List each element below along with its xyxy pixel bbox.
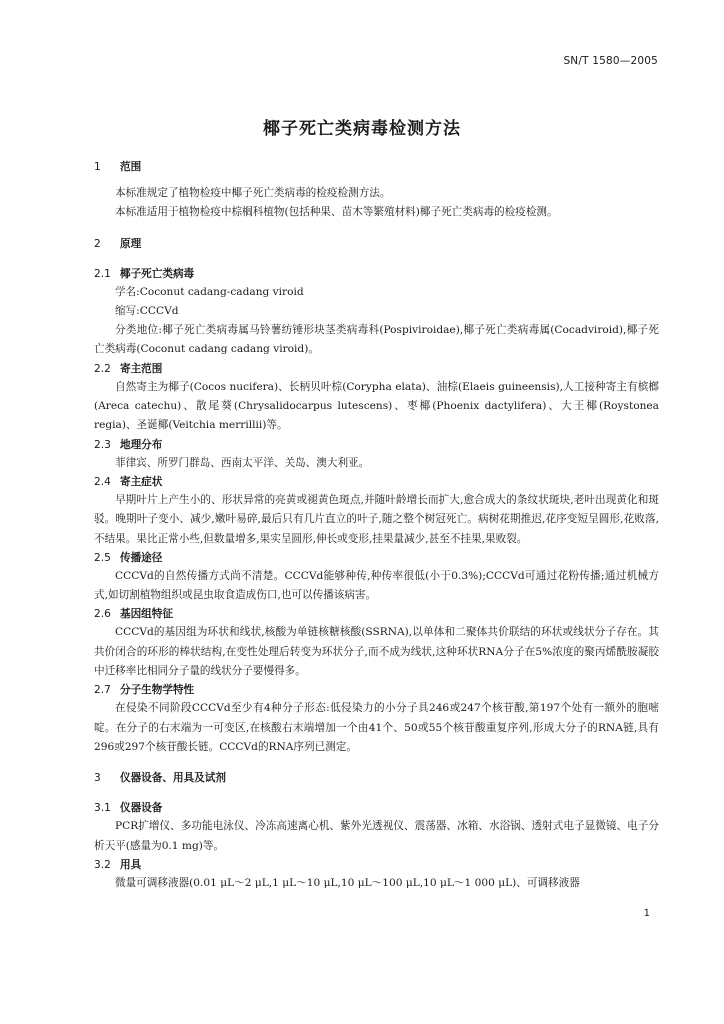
subsection-heading-2-5 xyxy=(94,549,659,567)
standard-code: SN/T 1580—2005 xyxy=(563,55,658,67)
subsection-heading-2-3 xyxy=(94,436,659,454)
section-title: 分子生物学特性 xyxy=(120,684,195,697)
paragraph: 自然寄主为椰子(Cocos nucifera)、长柄贝叶棕(Corypha elata)、油棕(Elaeis guineensis),人工接种寄主有槟榔(Areca catechu)、散尾葵(Chrysalidocarpus lutescens)、枣椰(Phoenix dactylifera)、大王椰(Roystonea regia)、圣诞椰(Veitchia merrillii)等。 xyxy=(94,380,659,432)
section-number: 1 xyxy=(94,161,101,173)
section-title: 仪器设备 xyxy=(120,802,163,815)
section-number: 3 xyxy=(94,772,101,785)
section-title: 原理 xyxy=(120,237,142,250)
paragraph: 早期叶片上产生小的、形状异常的亮黄或褪黄色斑点,并随叶龄增长而扩大,愈合成大的条纹状斑块,老叶出现黄化和斑驳。晚期叶子变小、减少,嫩叶易碎,最后只有几片直立的叶子,随之整个树冠死亡。病树花期推迟,花序变短呈圆形,花败落,不结果。果比正常小些,但数量增多,果实呈圆形,伸长或变形,挂果量减少,甚至不挂果,果败裂。 xyxy=(94,493,659,545)
subsection-heading-2-7 xyxy=(94,681,659,699)
page-number: 1 xyxy=(643,908,650,919)
paragraph: PCR扩增仪、多功能电泳仪、冷冻高速离心机、紫外光透视仪、震荡器、冰箱、水浴锅、透射式电子显微镜、电子分析天平(感量为0.1 mg)等。 xyxy=(94,820,659,852)
paragraph: 分类地位:椰子死亡类病毒属马铃薯纺锤形块茎类病毒科(Pospiviroidae),椰子死亡类病毒属(Cocadviroid),椰子死亡类病毒(Coconut cadang cadang viroid)。 xyxy=(94,324,659,356)
section-title: 基因组特征 xyxy=(120,608,173,621)
subsection-heading-2-1 xyxy=(94,265,659,283)
section-title: 仪器设备、用具及试剂 xyxy=(120,772,226,785)
document-body xyxy=(94,158,659,893)
section-title: 范围 xyxy=(120,161,142,173)
page-title: 椰子死亡类病毒检测方法 xyxy=(263,119,461,139)
subsection-heading-3-1 xyxy=(94,799,659,817)
paragraph: 本标准适用于植物检疫中棕榈科植物(包括种果、苗木等繁殖材料)椰子死亡类病毒的检疫检测。 xyxy=(115,206,558,219)
paragraph: 微量可调移液器(0.01 μL～2 μL,1 μL～10 μL,10 μL～100 μL,10 μL～1 000 μL)、可调移液器 xyxy=(115,876,580,889)
section-number: 2.6 xyxy=(94,608,111,621)
subsection-heading-2-2 xyxy=(94,360,659,378)
section-title: 寄主范围 xyxy=(120,362,163,375)
section-title: 寄主症状 xyxy=(120,475,163,488)
paragraph: 本标准规定了植物检疫中椰子死亡类病毒的检疫检测方法。 xyxy=(115,187,391,199)
section-number: 2 xyxy=(94,237,101,250)
paragraph: 菲律宾、所罗门群岛、西南太平洋、关岛、澳大利亚。 xyxy=(115,456,370,469)
section-heading-1 xyxy=(94,158,659,176)
section-number: 2.4 xyxy=(94,475,111,488)
section-number: 2.7 xyxy=(94,684,111,697)
paragraph: CCCVd的自然传播方式尚不清楚。CCCVd能够种传,种传率很低(小于0.3%);CCCVd可通过花粉传播;通过机械方式,如切割植物组织或昆虫取食造成伤口,也可以传播该病害。 xyxy=(94,569,659,602)
section-heading-3 xyxy=(94,769,659,787)
section-title: 用具 xyxy=(120,858,142,871)
subsection-heading-2-4 xyxy=(94,473,659,491)
subsection-heading-2-6 xyxy=(94,605,659,623)
section-title: 椰子死亡类病毒 xyxy=(120,267,195,280)
paragraph: 缩写:CCCVd xyxy=(115,304,179,317)
paragraph: 学名:Coconut cadang-cadang viroid xyxy=(115,285,304,298)
section-number: 2.5 xyxy=(94,551,111,564)
paragraph: CCCVd的基因组为环状和线状,核酸为单链核糖核酸(SSRNA),以单体和二聚体共价联结的环状或线状分子存在。其共价闭合的环形的棒状结构,在变性处理后转变为环状分子,而不成为线状,这种环状RNA分子在5%浓度的聚丙烯酰胺凝胶中迁移率比相同分子量的线状分子要慢得多。 xyxy=(94,626,659,678)
section-title: 传播途径 xyxy=(120,551,163,564)
section-number: 3.2 xyxy=(94,858,111,871)
section-title: 地理分布 xyxy=(120,438,163,451)
paragraph: 在侵染不同阶段CCCVd至少有4种分子形态:低侵染力的小分子具246或247个核苷酸,第197个处有一额外的胞嘧啶。在分子的右末端为一可变区,在核酸右末端增加一个由41个、50或55个核苷酸重复序列,形成大分子的RNA链,具有296或297个核苷酸长链。CCCVd的RNA序列已测定。 xyxy=(94,702,659,753)
section-number: 2.1 xyxy=(94,267,111,280)
subsection-heading-3-2 xyxy=(94,856,659,874)
section-number: 2.3 xyxy=(94,438,111,451)
section-number: 3.1 xyxy=(94,802,111,815)
section-heading-2 xyxy=(94,235,659,253)
section-number: 2.2 xyxy=(94,362,111,375)
